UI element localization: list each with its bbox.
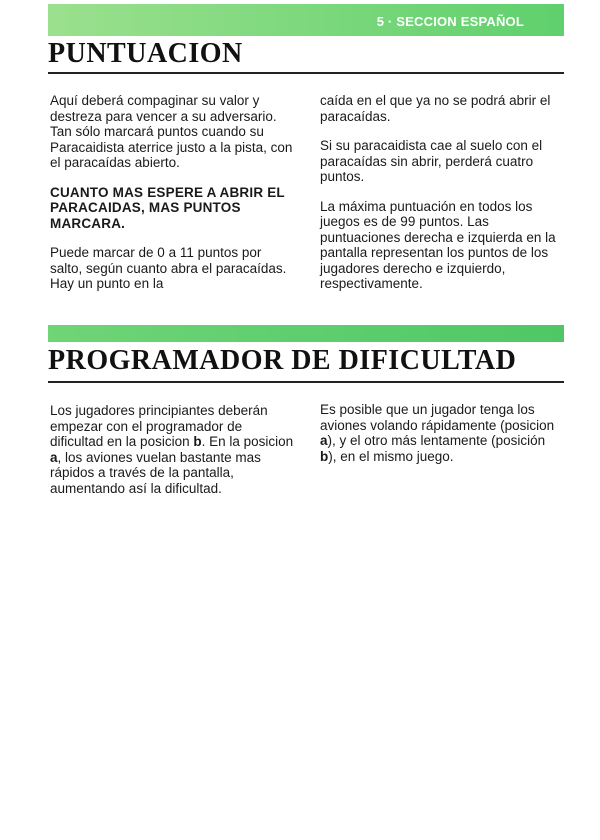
- programador-title: PROGRAMADOR DE DIFICULTAD: [48, 345, 517, 376]
- header-bar: [48, 4, 564, 36]
- puntuacion-column-left: [50, 93, 295, 306]
- divider: [48, 72, 564, 74]
- paragraph: caída en el que ya no se podrá abrir el paracaídas.: [320, 93, 551, 124]
- emphasis-paragraph: CUANTO MAS ESPERE A ABRIR EL PARACAIDAS, MAS PUNTOS MARCARA.: [50, 184, 285, 231]
- divider: [48, 381, 564, 383]
- paragraph: La máxima puntuación en todos los juegos es de 99 puntos. Las puntuaciones derecha e izquierda en la pantalla representan los puntos de los jugadores derecho e izquierdo, respectivamente.: [320, 198, 556, 291]
- puntuacion-column-right: [320, 93, 565, 306]
- paragraph: Es posible que un jugador tenga los aviones volando rápidamente (posicion a), y el otro más lentamente (posición b), en el mismo juego.: [320, 402, 555, 464]
- section-bar: [48, 325, 564, 342]
- puntuacion-title: PUNTUACION: [48, 38, 243, 69]
- paragraph: Los jugadores principiantes deberán empezar con el programador de dificultad en la posicion b. En la posicion a, los aviones vuelan bastante mas rápidos a través de la pantalla, aumentando así la dificultad.: [50, 403, 294, 496]
- programador-column-right: [320, 402, 565, 478]
- section-label: 5 · SECCION ESPAÑOL: [376, 14, 524, 29]
- paragraph: Puede marcar de 0 a 11 puntos por salto, según cuanto abra el paracaídas. Hay un punto en la: [50, 245, 287, 291]
- programador-column-left: [50, 403, 295, 510]
- paragraph: Aquí deberá compaginar su valor y destreza para vencer a su adversario. Tan sólo marcará puntos cuando su Paracaidista aterrice justo a la pista, con el paracaídas abierto.: [50, 93, 293, 170]
- paragraph: Si su paracaidista cae al suelo con el paracaídas sin abrir, perderá cuatro puntos.: [320, 138, 543, 184]
